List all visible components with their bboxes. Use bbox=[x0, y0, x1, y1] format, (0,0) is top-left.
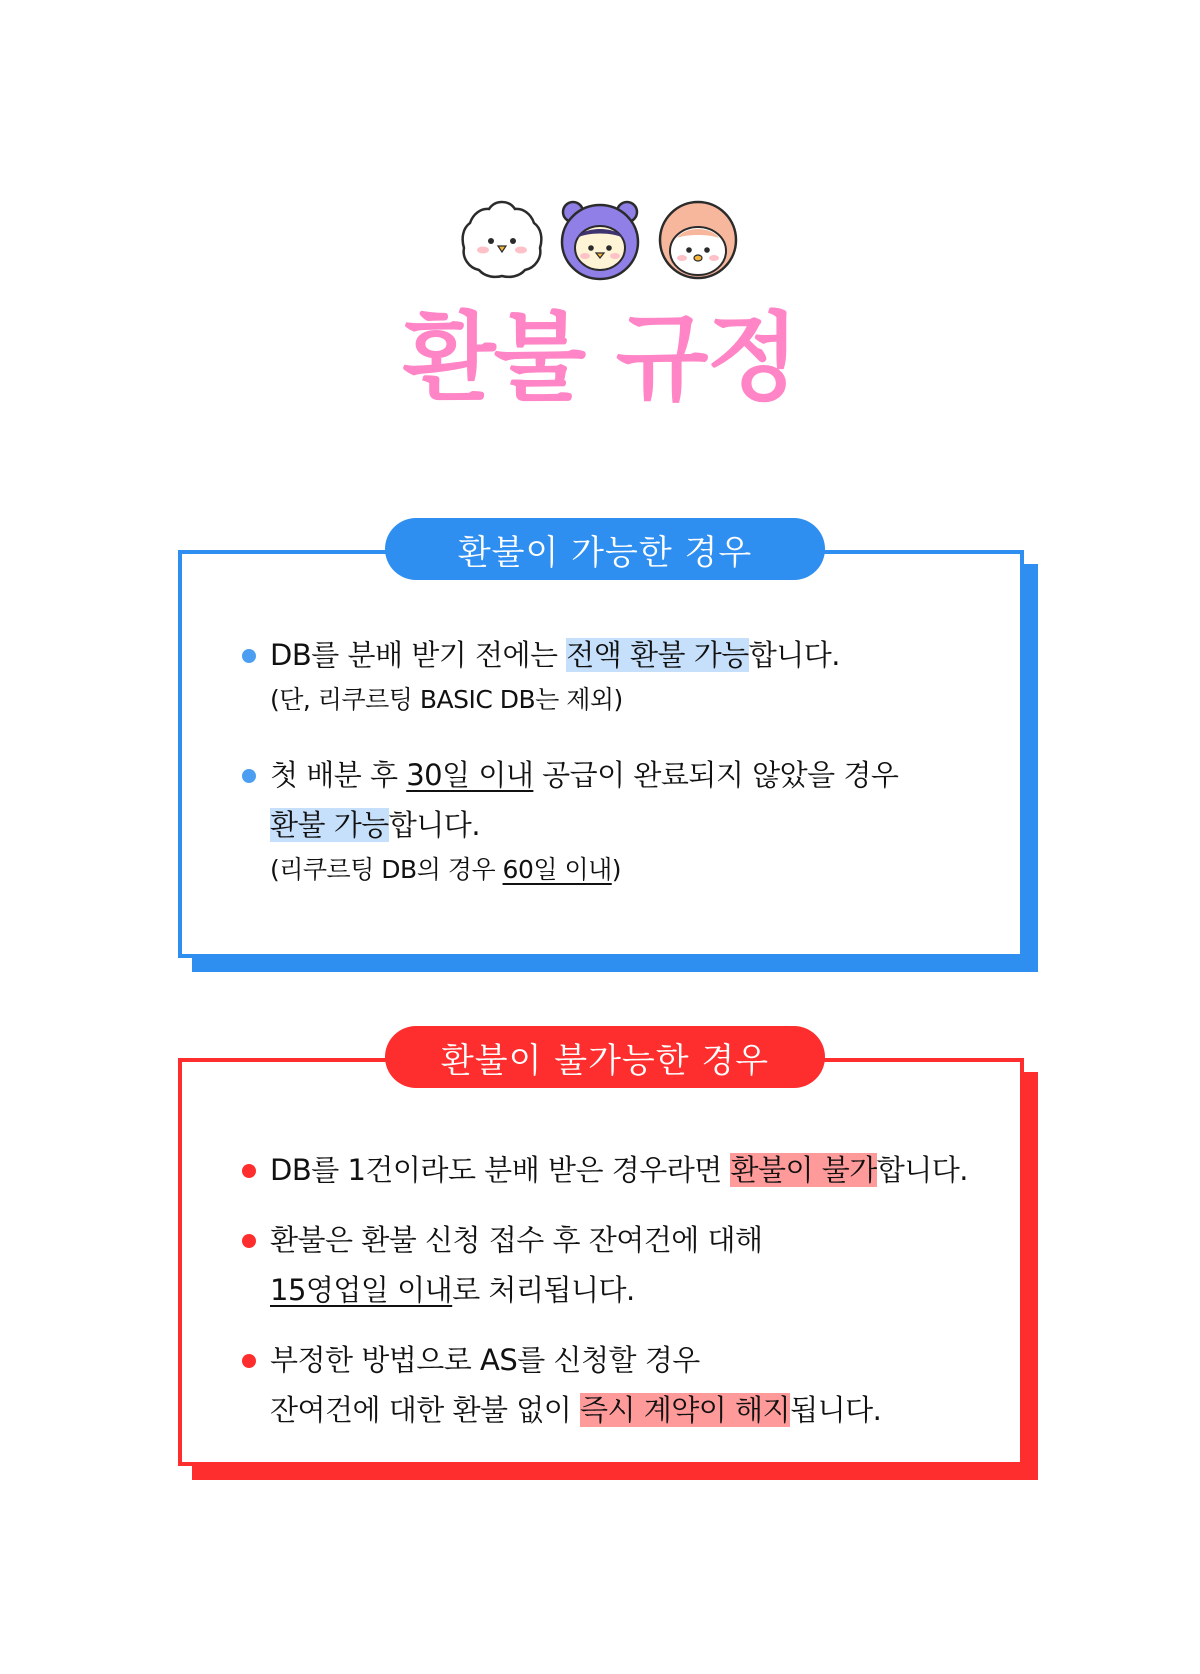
highlight-text: 즉시 계약이 해지 bbox=[580, 1393, 791, 1427]
text-segment: 잔여건에 대한 환불 없이 bbox=[270, 1393, 581, 1427]
text-segment: 합니다. bbox=[876, 1153, 969, 1187]
non-refundable-section bbox=[178, 1040, 1038, 1480]
text-segment: 됩니다. bbox=[790, 1393, 882, 1427]
mascot-row bbox=[0, 196, 1200, 282]
text-segment: 첫 배분 후 bbox=[270, 758, 407, 792]
bullet-dot bbox=[242, 1164, 256, 1178]
bullet-dot bbox=[242, 1354, 256, 1368]
underline-text: 60일 이내 bbox=[502, 855, 612, 884]
list-item bbox=[234, 1145, 968, 1195]
text-segment: 로 처리됩니다. bbox=[452, 1273, 635, 1307]
text-segment: 합니다. bbox=[388, 808, 481, 842]
non-refundable-list bbox=[234, 1145, 968, 1435]
item-text: 환불은 환불 신청 접수 후 잔여건에 대해 bbox=[270, 1223, 763, 1257]
item-text bbox=[270, 750, 898, 800]
white-bird-mascot-icon bbox=[459, 196, 545, 282]
refundable-list bbox=[234, 630, 898, 890]
peach-hair-mascot-icon bbox=[655, 196, 741, 282]
text-segment: 합니다. bbox=[748, 638, 841, 672]
non-refundable-label: 환불이 불가능한 경우 bbox=[385, 1026, 825, 1088]
page-title: 환불 규정 bbox=[402, 302, 798, 414]
text-segment: DB를 1건이라도 분배 받은 경우라면 bbox=[270, 1153, 731, 1187]
bullet-dot bbox=[242, 649, 256, 663]
highlight-text: 환불 가능 bbox=[270, 808, 389, 842]
list-item bbox=[234, 1215, 968, 1315]
purple-hood-mascot-icon bbox=[557, 196, 643, 282]
list-item bbox=[234, 750, 898, 890]
highlight-text: 환불이 불가 bbox=[730, 1153, 877, 1187]
text-segment: (리쿠르팅 DB의 경우 bbox=[270, 855, 503, 884]
text-segment: 공급이 완료되지 않았을 경우 bbox=[533, 758, 899, 792]
highlight-text: 전액 환불 가능 bbox=[566, 638, 749, 672]
non-refundable-box bbox=[178, 1040, 1024, 1466]
text-segment: ) bbox=[611, 855, 622, 884]
refundable-section bbox=[178, 532, 1038, 972]
refundable-box bbox=[178, 532, 1024, 958]
list-item bbox=[234, 1335, 968, 1435]
item-text bbox=[270, 1265, 968, 1315]
underline-text: 30일 이내 bbox=[406, 758, 534, 792]
item-text bbox=[270, 630, 898, 680]
item-text bbox=[270, 800, 898, 850]
item-text bbox=[270, 1385, 968, 1435]
item-note bbox=[270, 850, 898, 890]
underline-text: 15영업일 이내 bbox=[270, 1273, 453, 1307]
refundable-label: 환불이 가능한 경우 bbox=[385, 518, 825, 580]
bullet-dot bbox=[242, 769, 256, 783]
text-segment: DB를 분배 받기 전에는 bbox=[270, 638, 567, 672]
item-text: 부정한 방법으로 AS를 신청할 경우 bbox=[270, 1343, 700, 1377]
item-text bbox=[270, 1145, 968, 1195]
item-note: (단, 리쿠르팅 BASIC DB는 제외) bbox=[270, 685, 623, 714]
bullet-dot bbox=[242, 1234, 256, 1248]
list-item bbox=[234, 630, 898, 720]
